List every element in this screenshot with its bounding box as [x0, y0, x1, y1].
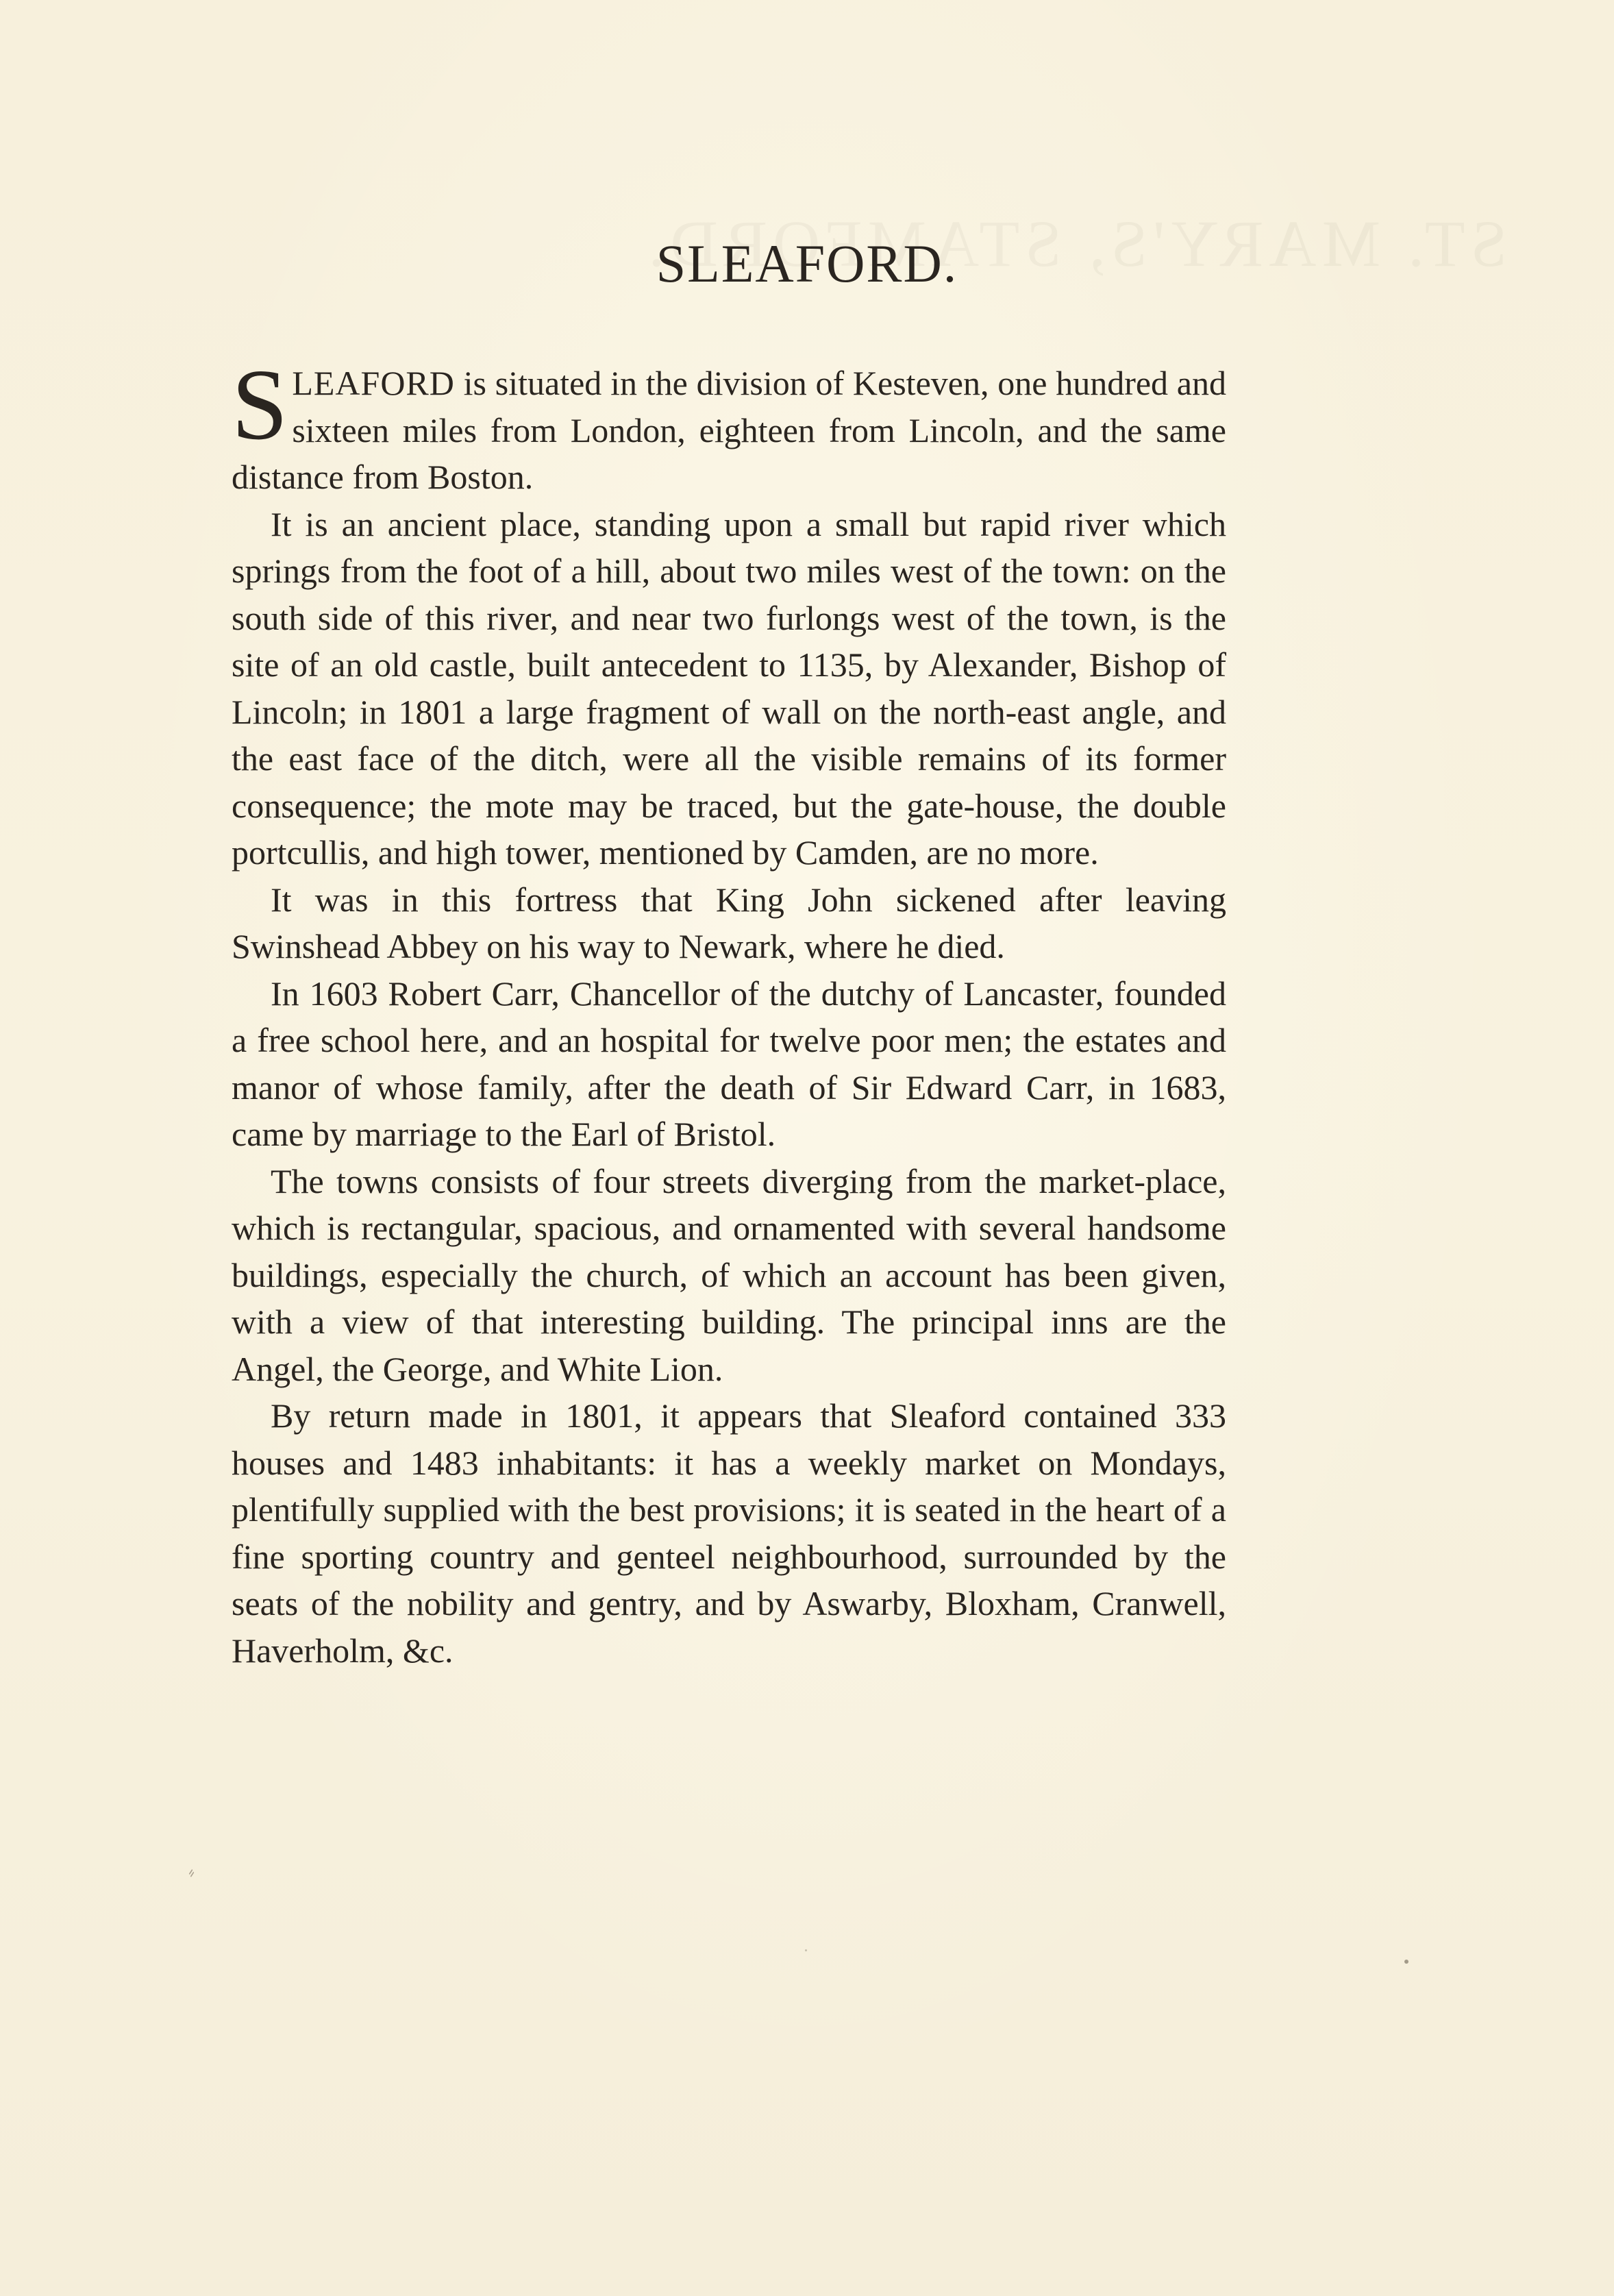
paragraph-2: It is an ancient place, standing upon a small but rapid river which springs from the foot of a hill, about two miles west of the town: on the south side of this river, and near two furlongs west of the town, is the site of an old castle, built antecedent to 1135, by Alexander, Bishop of Lincoln; in 1801 a large fragment of wall on the north-east angle, and the east face of the ditch, were all the visible remains of its former consequence; the mote may be traced, but the gate-house, the double portcullis, and high tower, mentioned by Camden, are no more.: [232, 504, 1226, 872]
drop-cap: S: [232, 349, 288, 461]
pencil-mark: ⸗: [183, 1861, 199, 1884]
lead-word: LEAFORD: [292, 364, 455, 402]
paragraph-6: By return made in 1801, it appears that Sleaford contained 333 houses and 1483 inhabitants: it has a weekly market on Mondays, plentifully supplied with the best provisions; it is seated in the heart of a fine sporting country and genteel neighbourhood, surrounded by the seats of the nobility and gentry, and by Aswarby, Bloxham, Cranwell, Haverholm, &c.: [232, 1396, 1226, 1670]
paragraph-4: In 1603 Robert Carr, Chancellor of the dutchy of Lancaster, founded a free school here, and an hospital for twelve poor men; the estates and manor of whose family, after the death of Sir Edward Carr, in 1683, came by marriage to the Earl of Bristol.: [232, 974, 1226, 1153]
paragraph-1-text: is situated in the division of Kesteven, one hundred and sixteen miles from London, eighteen from Lincoln, and the same distance from Boston.: [232, 364, 1226, 496]
paragraph-1: [232, 349, 1226, 501]
paper-speck: [805, 1949, 807, 1951]
body-text: [232, 349, 1226, 1674]
paragraph-3: It was in this fortress that King John sickened after leaving Swinshead Abbey on his way to Newark, where he died.: [232, 880, 1226, 965]
paper-speck: [1404, 1960, 1408, 1964]
paragraph-5: The towns consists of four streets diverging from the market-place, which is rectangular, spacious, and ornamented with several handsome buildings, especially the church, of which an account has been given, with a view of that interesting building. The principal inns are the Angel, the George, and White Lion.: [232, 1161, 1226, 1388]
page-title: SLEAFORD.: [656, 234, 958, 293]
